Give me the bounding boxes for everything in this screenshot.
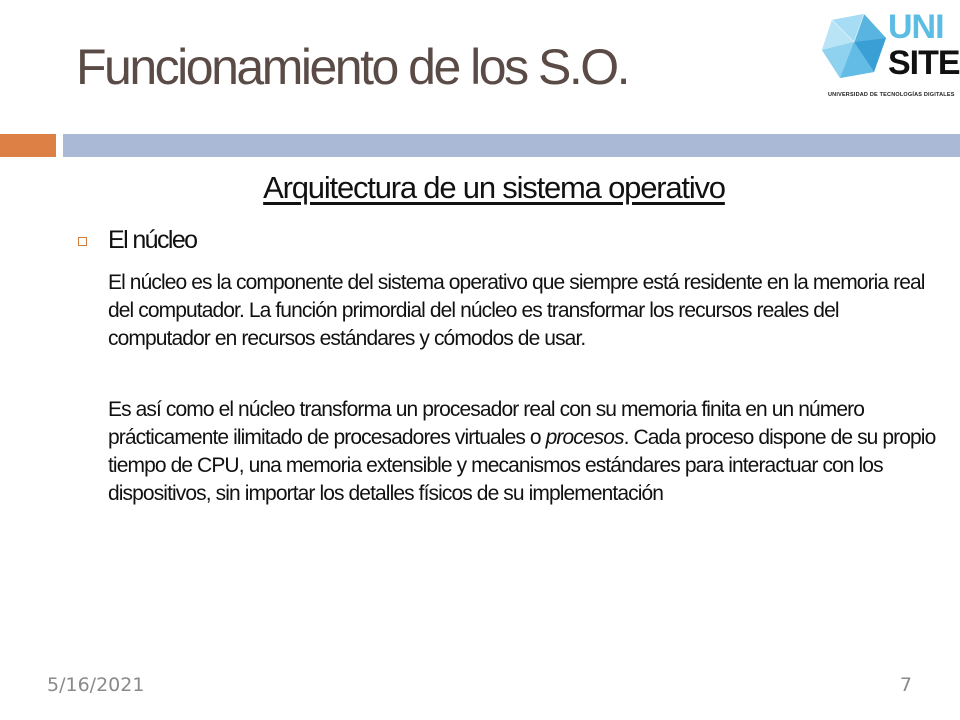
- bullet-heading: El núcleo: [108, 226, 197, 254]
- paragraph-nucleus-definition: El núcleo es la componente del sistema operativo que siempre está residente en la memoria real del computador. La función primordial del núcleo es transformar los recursos reales del computador en recursos estándares y cómodos de usar.: [108, 271, 925, 350]
- accent-bar-blue: [63, 134, 960, 157]
- logo-text-uni: UNI: [888, 8, 944, 46]
- page-number: 7: [899, 674, 912, 696]
- paragraph-text: Es así como el núcleo transforma un procesador real con su memoria finita en un número prácticamente ilimitado de procesadores virtuales o: [108, 398, 865, 449]
- footer-date: 5/16/2021: [47, 674, 145, 696]
- square-bullet-icon: [78, 237, 87, 246]
- logo-text-site: SITE: [888, 44, 960, 82]
- italic-term: procesos: [545, 426, 624, 449]
- accent-bar-orange: [0, 134, 56, 157]
- slide-title: Funcionamiento de los S.O.: [76, 39, 628, 95]
- crystal-logo-icon: [818, 12, 890, 84]
- paragraph-text: . Cada proceso dispone de su propio tiempo de CPU, una memoria extensible y mecanismos estándares para interactuar con los dispositivos, sin importar los detalles físicos de su implementación: [108, 426, 936, 505]
- paragraph-nucleus-processes: [108, 396, 943, 508]
- logo-tagline: UNIVERSIDAD DE TECNOLOGÍAS DIGITALES: [828, 92, 955, 98]
- slide-subtitle: Arquitectura de un sistema operativo: [263, 170, 725, 205]
- unisite-logo: [818, 10, 958, 106]
